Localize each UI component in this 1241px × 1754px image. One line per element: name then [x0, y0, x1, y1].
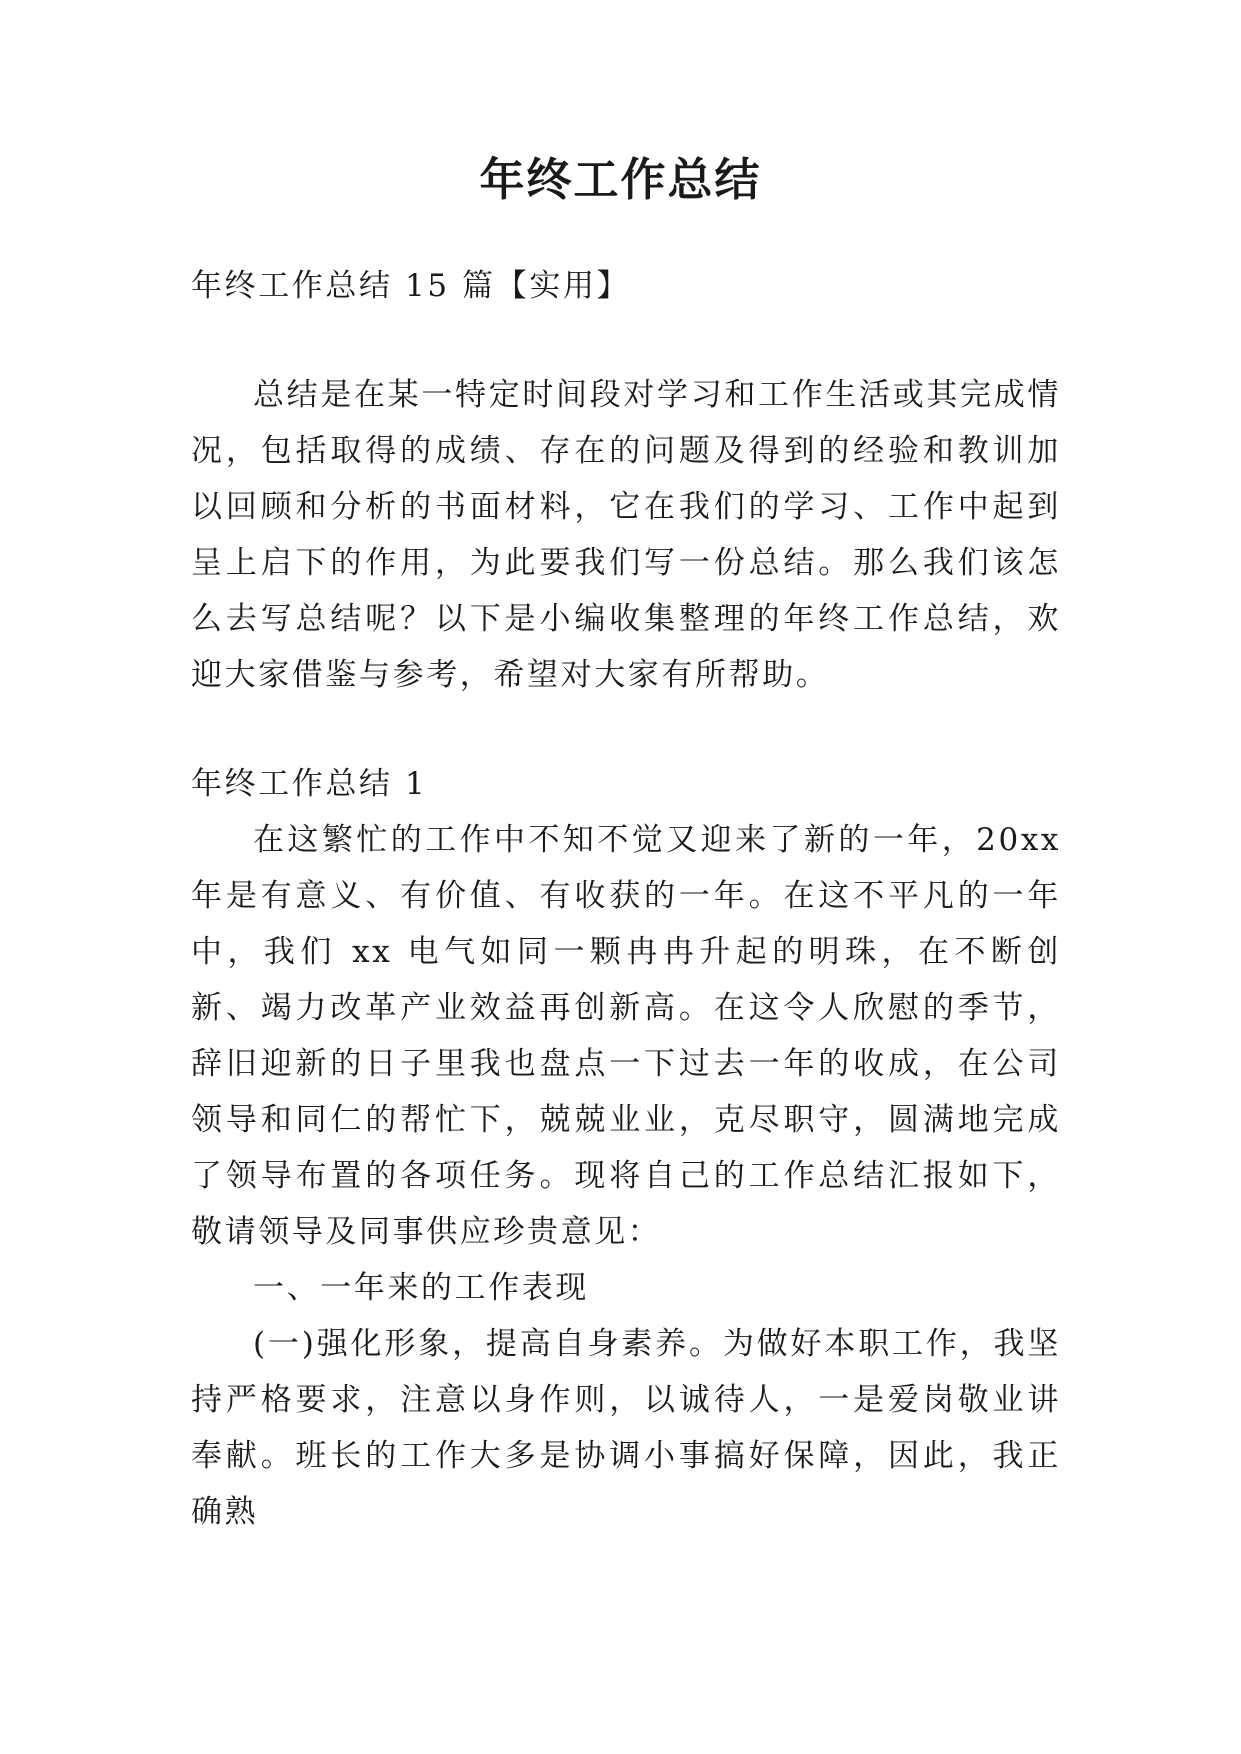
document-subtitle: 年终工作总结 15 篇【实用】: [191, 268, 631, 304]
section-paragraph-2: (一)强化形象，提高自身素养。为做好本职工作，我坚持严格要求，注意以身作则，以诚待人，一是爱岗敬业讲奉献。班长的工作大多是协调小事搞好保障，因此，我正确熟: [191, 1326, 1061, 1530]
document-body: [191, 258, 1061, 1540]
section-subheading: 一、一年来的工作表现: [253, 1270, 589, 1306]
intro-paragraph: 总结是在某一特定时间段对学习和工作生活或其完成情况，包括取得的成绩、存在的问题及得到的经验和教训加以回顾和分析的书面材料，它在我们的学习、工作中起到呈上启下的作用，为此要我们写一份总结。那么我们该怎么去写总结呢？以下是小编收集整理的年终工作总结，欢迎大家借鉴与参考，希望对大家有所帮助。: [191, 377, 1061, 693]
document-title: 年终工作总结: [479, 153, 762, 206]
section-heading: 年终工作总结 1: [191, 766, 428, 802]
section-paragraph-1: 在这繁忙的工作中不知不觉又迎来了新的一年，20xx 年是有意义、有价值、有收获的一年。在这不平凡的一年中，我们 xx 电气如同一颗冉冉升起的明珠，在不断创新、竭力改革产业效益再创新高。在这令人欣慰的季节，辞旧迎新的日子里我也盘点一下过去一年的收成，在公司领导和同仁的帮忙下，兢兢业业，克尽职守，圆满地完成了领导布置的各项任务。现将自己的工作总结汇报如下，敬请领导及同事供应珍贵意见：: [191, 822, 1061, 1250]
